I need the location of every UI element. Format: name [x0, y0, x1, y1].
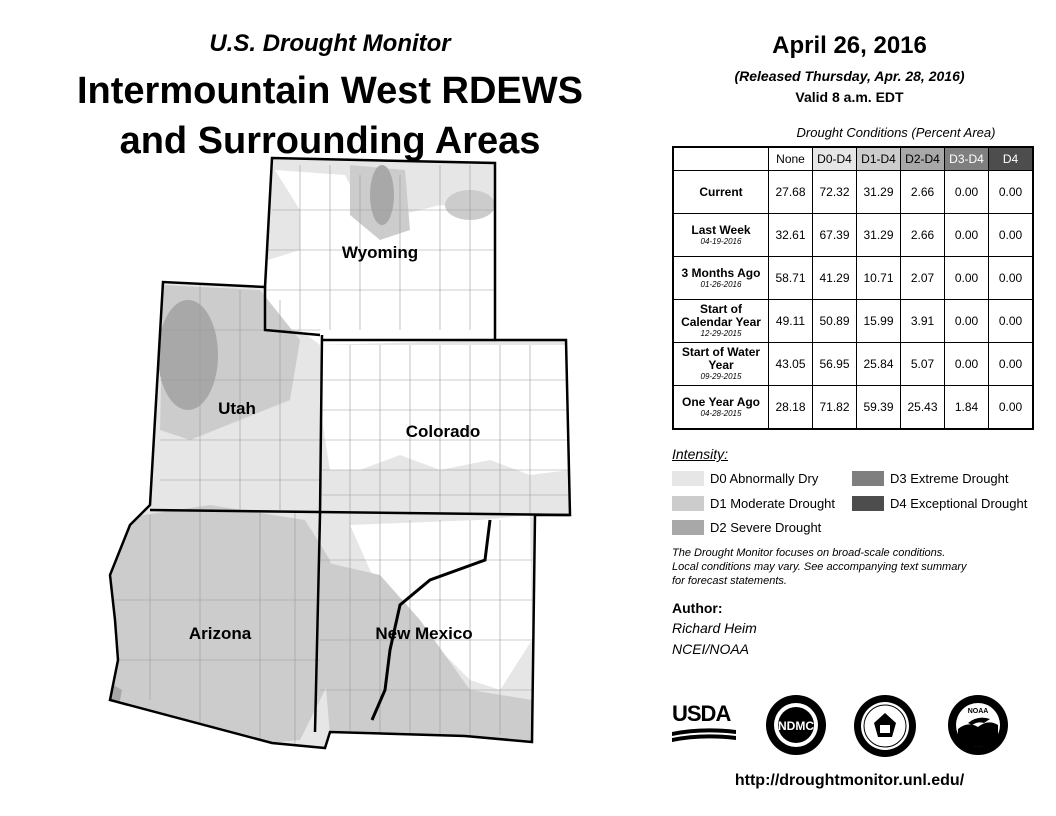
table-caption: Drought Conditions (Percent Area) — [796, 125, 996, 140]
col-header: D4 — [989, 147, 1034, 171]
noaa-logo-text: NOAA — [967, 708, 989, 715]
row-label-text: Start of Water Year — [681, 345, 761, 372]
usda-logo — [672, 702, 736, 750]
table-cell: 2.66 — [901, 171, 945, 214]
legend-label: D1 Moderate Drought — [710, 496, 836, 511]
row-label — [673, 343, 769, 386]
table-cell: 67.39 — [813, 214, 857, 257]
table-cell: 32.61 — [769, 214, 813, 257]
table-cell: 25.84 — [857, 343, 901, 386]
legend-swatch — [672, 471, 704, 486]
usda-swoosh-icon — [672, 726, 736, 746]
author-heading: Author: — [672, 600, 723, 616]
table-cell: 41.29 — [813, 257, 857, 300]
legend-item-d2 — [672, 520, 821, 535]
disclaimer-note — [672, 546, 1042, 588]
table-cell: 0.00 — [945, 343, 989, 386]
usda-logo-text: USDA — [672, 701, 731, 726]
state-label-arizona: Arizona — [188, 624, 252, 643]
table-cell: 58.71 — [769, 257, 813, 300]
row-label-text: 3 Months Ago — [681, 265, 761, 280]
table-cell: 0.00 — [945, 171, 989, 214]
legend-swatch — [672, 520, 704, 535]
row-date: 09-29-2015 — [700, 372, 742, 381]
table-cell: 5.07 — [901, 343, 945, 386]
legend-label: D4 Exceptional Drought — [890, 496, 1028, 511]
table-cell: 59.39 — [857, 386, 901, 430]
map-subtitle: U.S. Drought Monitor — [209, 30, 451, 57]
table-cell: 49.11 — [769, 300, 813, 343]
table-cell: 3.91 — [901, 300, 945, 343]
table-row — [673, 343, 1033, 386]
row-date: 01-26-2016 — [700, 279, 742, 289]
table-cell: 56.95 — [813, 343, 857, 386]
table-row — [673, 214, 1033, 257]
note-line: The Drought Monitor focuses on broad-scale conditions. — [672, 547, 946, 559]
legend-item-d4 — [852, 496, 1027, 511]
table-cell: 10.71 — [857, 257, 901, 300]
table-row — [673, 257, 1033, 300]
legend-swatch — [852, 496, 884, 511]
title-line-2: and Surrounding Areas — [119, 120, 541, 162]
legend-title: Intensity: — [672, 446, 729, 462]
noaa-logo — [946, 693, 1010, 762]
ndmc-logo — [764, 693, 828, 762]
col-header: D1-D4 — [857, 147, 901, 171]
table-cell: 0.00 — [989, 300, 1034, 343]
legend-item-d1 — [672, 496, 835, 511]
release-date: (Released Thursday, Apr. 28, 2016) — [734, 68, 965, 84]
table-cell: 0.00 — [989, 343, 1034, 386]
table-cell: 31.29 — [857, 214, 901, 257]
table-cell: 71.82 — [813, 386, 857, 430]
row-label — [673, 300, 769, 343]
note-line: Local conditions may vary. See accompanying text summary — [672, 561, 967, 573]
row-label-text: Current — [699, 184, 743, 199]
row-label — [673, 386, 769, 430]
state-label-utah: Utah — [218, 399, 256, 418]
table-cell: 72.32 — [813, 171, 857, 214]
table-cell: 50.89 — [813, 300, 857, 343]
table-cell: 0.00 — [989, 386, 1034, 430]
row-date: 12-29-2015 — [700, 329, 742, 338]
row-label-text: Start of Calendar Year — [681, 302, 761, 329]
table-cell: 25.43 — [901, 386, 945, 430]
table-cell: 28.18 — [769, 386, 813, 430]
note-line: for forecast statements. — [672, 575, 787, 587]
table-cell: 27.68 — [769, 171, 813, 214]
legend-label: D0 Abnormally Dry — [710, 471, 819, 486]
legend-swatch — [852, 471, 884, 486]
table-cell: 1.84 — [945, 386, 989, 430]
col-header: D2-D4 — [901, 147, 945, 171]
legend-item-d0 — [672, 471, 818, 486]
commerce-seal-icon — [852, 693, 918, 764]
row-date: 04-19-2016 — [700, 236, 742, 246]
table-cell: 0.00 — [989, 214, 1034, 257]
table-cell: 0.00 — [945, 257, 989, 300]
table-cell: 31.29 — [857, 171, 901, 214]
title-line-1: Intermountain West RDEWS — [77, 70, 583, 112]
map-title — [20, 66, 640, 166]
row-label — [673, 171, 769, 214]
d2-area-utah — [158, 300, 218, 410]
legend-item-d3 — [852, 471, 1009, 486]
col-header: None — [769, 147, 813, 171]
table-cell: 2.66 — [901, 214, 945, 257]
table-cell: 15.99 — [857, 300, 901, 343]
ndmc-logo-text: NDMC — [778, 719, 814, 733]
table-row — [673, 171, 1033, 214]
drought-stats-table — [672, 146, 1034, 430]
col-header: D3-D4 — [945, 147, 989, 171]
drought-map — [96, 155, 576, 755]
table-cell: 2.07 — [901, 257, 945, 300]
row-label-text: One Year Ago — [681, 394, 761, 409]
table-header-row — [673, 147, 1033, 171]
row-label — [673, 257, 769, 300]
row-date: 04-28-2015 — [700, 408, 742, 418]
d2-area-wyoming — [370, 165, 394, 225]
legend-label: D2 Severe Drought — [710, 520, 822, 535]
table-cell: 43.05 — [769, 343, 813, 386]
author-name: Richard Heim — [672, 620, 757, 636]
state-label-wyoming: Wyoming — [341, 243, 419, 262]
table-cell: 0.00 — [945, 214, 989, 257]
row-label — [673, 214, 769, 257]
table-cell: 0.00 — [945, 300, 989, 343]
table-row — [673, 300, 1033, 343]
table-cell: 0.00 — [989, 171, 1034, 214]
state-label-newmexico: New Mexico — [375, 624, 473, 643]
state-label-colorado: Colorado — [405, 422, 481, 441]
row-label-text: Last Week — [691, 222, 751, 237]
legend-swatch — [672, 496, 704, 511]
footer-url-link[interactable]: http://droughtmonitor.unl.edu/ — [734, 772, 965, 789]
author-org: NCEI/NOAA — [672, 641, 750, 657]
table-cell: 0.00 — [989, 257, 1034, 300]
valid-time: Valid 8 a.m. EDT — [795, 89, 904, 105]
map-date: April 26, 2016 — [772, 32, 927, 59]
col-header: D0-D4 — [813, 147, 857, 171]
legend-label: D3 Extreme Drought — [890, 471, 1009, 486]
table-row — [673, 386, 1033, 430]
corner-cell — [673, 147, 769, 171]
